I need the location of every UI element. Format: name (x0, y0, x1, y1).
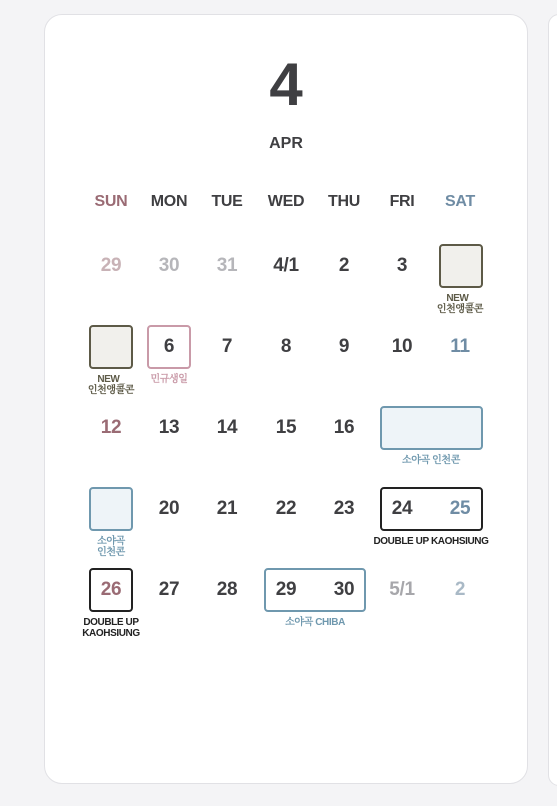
weekday-mon: MON (150, 193, 188, 210)
day-cell[interactable]: 25 (449, 498, 471, 519)
day-cell[interactable]: 9 (338, 336, 350, 357)
day-cell[interactable]: 24 (391, 498, 413, 519)
day-cell[interactable]: 2 (338, 255, 350, 276)
event-box-apr24-25 (380, 487, 483, 531)
event-box-apr5 (89, 325, 133, 369)
day-cell[interactable]: 10 (391, 336, 413, 357)
event-label-apr6: 민규생일 (150, 374, 188, 385)
calendar-card (44, 14, 528, 784)
day-cell[interactable]: 22 (275, 498, 297, 519)
event-box-apr29-30 (264, 568, 366, 612)
day-cell[interactable]: 31 (216, 255, 238, 276)
day-cell[interactable]: 4/1 (273, 255, 299, 276)
weekday-wed: WED (267, 193, 305, 210)
event-label-apr26: DOUBLE UP KAOHSIUNG (82, 617, 140, 639)
day-cell[interactable]: 14 (216, 417, 238, 438)
weekday-sat: SAT (445, 193, 475, 210)
weekday-thu: THU (328, 193, 360, 210)
day-cell[interactable]: 30 (333, 579, 355, 600)
event-label-apr24-25: DOUBLE UP KAOHSIUNG (373, 536, 489, 547)
day-cell[interactable]: 5/1 (389, 579, 415, 600)
day-cell[interactable]: 13 (158, 417, 180, 438)
day-cell[interactable]: 21 (216, 498, 238, 519)
event-label-apr19: 소야곡 인천콘 (97, 536, 125, 558)
day-cell[interactable]: 29 (100, 255, 122, 276)
day-cell[interactable]: 11 (450, 336, 470, 357)
day-cell[interactable]: 28 (216, 579, 238, 600)
day-cell[interactable]: 15 (275, 417, 297, 438)
day-cell[interactable]: 27 (158, 579, 180, 600)
event-label-apr5: NEW_ 인천앵콜콘 (87, 374, 135, 396)
day-cell[interactable]: 8 (280, 336, 292, 357)
weekday-fri: FRI (389, 193, 415, 210)
day-cell[interactable]: 20 (158, 498, 180, 519)
weekday-sun: SUN (94, 193, 128, 210)
month-number: 4 (269, 51, 303, 118)
event-box-apr19 (89, 487, 133, 531)
weekday-tue: TUE (211, 193, 243, 210)
event-label-apr4: NEW_ 인천앵콜콘 (436, 293, 484, 315)
day-cell[interactable]: 29 (275, 579, 297, 600)
event-box-apr17-18 (380, 406, 483, 450)
next-card-edge (548, 14, 557, 786)
day-cell[interactable]: 3 (396, 255, 408, 276)
day-cell[interactable]: 2 (454, 579, 466, 600)
event-box-apr6 (147, 325, 191, 369)
day-cell[interactable]: 23 (333, 498, 355, 519)
day-cell[interactable]: 30 (158, 255, 180, 276)
day-cell[interactable]: 26 (100, 579, 122, 600)
event-label-apr17-18: 소야곡 인천콘 (402, 455, 460, 466)
event-label-apr29-30: 소야곡 CHIBA (285, 617, 345, 628)
event-box-apr4 (439, 244, 483, 288)
day-cell[interactable]: 6 (163, 336, 175, 357)
day-cell[interactable]: 12 (100, 417, 122, 438)
event-box-apr26 (89, 568, 133, 612)
day-cell[interactable]: 7 (221, 336, 233, 357)
day-cell[interactable]: 16 (333, 417, 355, 438)
month-name: APR (269, 135, 303, 152)
